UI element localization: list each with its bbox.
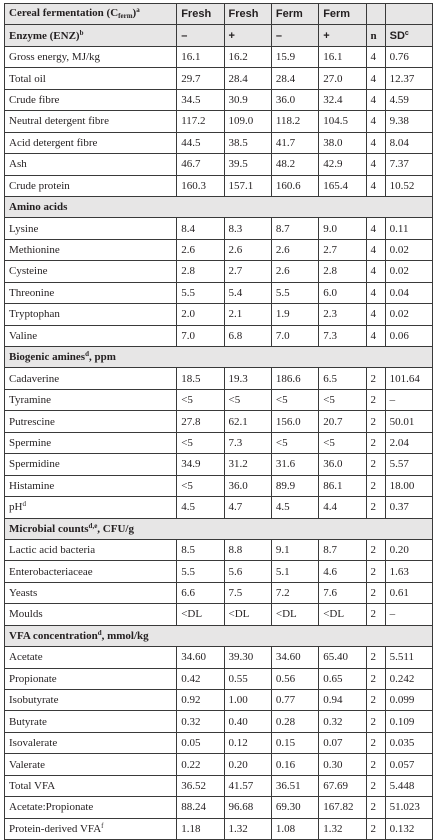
n-cell: 4 <box>366 132 385 153</box>
n-cell: 4 <box>366 282 385 303</box>
value-cell: 4.5 <box>271 497 318 518</box>
value-cell: 0.22 <box>177 754 224 775</box>
value-cell: 6.8 <box>224 325 271 346</box>
value-cell: 0.28 <box>271 711 318 732</box>
sd-cell: 0.06 <box>385 325 432 346</box>
value-cell: 96.68 <box>224 797 271 818</box>
value-cell: 156.0 <box>271 411 318 432</box>
value-cell: 2.6 <box>271 239 318 260</box>
sd-cell: 5.57 <box>385 454 432 475</box>
n-cell: 2 <box>366 647 385 668</box>
value-cell: 62.1 <box>224 411 271 432</box>
value-cell: 38.5 <box>224 132 271 153</box>
value-cell: 34.60 <box>271 647 318 668</box>
value-cell: 34.60 <box>177 647 224 668</box>
n-cell: 2 <box>366 754 385 775</box>
n-cell: 2 <box>366 539 385 560</box>
n-cell: 2 <box>366 732 385 753</box>
row-label: Tryptophan <box>5 304 177 325</box>
row-label: Enterobacteriaceae <box>5 561 177 582</box>
row-label: Butyrate <box>5 711 177 732</box>
sd-cell: – <box>385 604 432 625</box>
value-cell: 2.3 <box>319 304 366 325</box>
value-cell: 36.51 <box>271 775 318 796</box>
value-cell: 2.6 <box>224 239 271 260</box>
n-cell: 2 <box>366 668 385 689</box>
row-label: Cadaverine <box>5 368 177 389</box>
row-label: Acetate <box>5 647 177 668</box>
header-row-enzyme <box>5 25 433 46</box>
value-cell: 167.82 <box>319 797 366 818</box>
sd-cell: 4.59 <box>385 89 432 110</box>
row-label: Spermine <box>5 432 177 453</box>
row-label: Total oil <box>5 68 177 89</box>
table-row <box>5 282 433 303</box>
n-cell: 2 <box>366 454 385 475</box>
header-cell <box>385 4 432 25</box>
table-row <box>5 818 433 839</box>
value-cell: <5 <box>224 389 271 410</box>
row-label: Crude fibre <box>5 89 177 110</box>
value-cell: 31.2 <box>224 454 271 475</box>
sd-cell: 0.37 <box>385 497 432 518</box>
row-label: Isovalerate <box>5 732 177 753</box>
table-row <box>5 218 433 239</box>
table-row <box>5 754 433 775</box>
sd-cell: 0.76 <box>385 46 432 67</box>
row-label: Methionine <box>5 239 177 260</box>
row-label: Tyramine <box>5 389 177 410</box>
value-cell: 0.42 <box>177 668 224 689</box>
table-row <box>5 304 433 325</box>
value-cell: 0.32 <box>177 711 224 732</box>
value-cell: 2.7 <box>319 239 366 260</box>
value-cell: 30.9 <box>224 89 271 110</box>
value-cell: 34.9 <box>177 454 224 475</box>
value-cell: 27.8 <box>177 411 224 432</box>
value-cell: 0.56 <box>271 668 318 689</box>
value-cell: 7.0 <box>271 325 318 346</box>
table-row <box>5 89 433 110</box>
value-cell: 8.4 <box>177 218 224 239</box>
value-cell: 7.5 <box>224 582 271 603</box>
value-cell: 1.18 <box>177 818 224 839</box>
table-row <box>5 68 433 89</box>
value-cell: 36.0 <box>271 89 318 110</box>
row-label: Total VFA <box>5 775 177 796</box>
value-cell: 32.4 <box>319 89 366 110</box>
table-row <box>5 175 433 196</box>
table-row <box>5 732 433 753</box>
table-row <box>5 668 433 689</box>
n-cell: 2 <box>366 604 385 625</box>
section-title: Amino acids <box>5 196 433 217</box>
table-row <box>5 561 433 582</box>
value-cell: 15.9 <box>271 46 318 67</box>
n-cell: 4 <box>366 89 385 110</box>
value-cell: 16.2 <box>224 46 271 67</box>
row-label: Spermidine <box>5 454 177 475</box>
value-cell: 0.92 <box>177 690 224 711</box>
section-title: VFA concentration$^d$, mmol/kg <box>5 625 433 646</box>
table-row <box>5 46 433 67</box>
value-cell: 89.9 <box>271 475 318 496</box>
n-cell: 2 <box>366 690 385 711</box>
row-label: Valine <box>5 325 177 346</box>
value-cell: <DL <box>224 604 271 625</box>
table-row <box>5 261 433 282</box>
value-cell: 0.55 <box>224 668 271 689</box>
value-cell: 16.1 <box>319 46 366 67</box>
header-cell: + <box>224 25 271 46</box>
row-label: Lysine <box>5 218 177 239</box>
table-row <box>5 647 433 668</box>
value-cell: 5.1 <box>271 561 318 582</box>
value-cell: <5 <box>271 389 318 410</box>
sd-cell: 0.02 <box>385 239 432 260</box>
row-label: Putrescine <box>5 411 177 432</box>
value-cell: 46.7 <box>177 154 224 175</box>
value-cell: 39.30 <box>224 647 271 668</box>
table-row <box>5 690 433 711</box>
sd-cell: 2.04 <box>385 432 432 453</box>
value-cell: 6.0 <box>319 282 366 303</box>
sd-cell: 0.02 <box>385 304 432 325</box>
value-cell: 2.6 <box>271 261 318 282</box>
sd-cell: 0.20 <box>385 539 432 560</box>
row-label: Moulds <box>5 604 177 625</box>
value-cell: 160.6 <box>271 175 318 196</box>
value-cell: <DL <box>177 604 224 625</box>
value-cell: <DL <box>319 604 366 625</box>
sd-cell: 5.448 <box>385 775 432 796</box>
value-cell: 36.0 <box>319 454 366 475</box>
row-label: Protein-derived VFA$^f$ <box>5 818 177 839</box>
section-title: Microbial counts$^{d,e}$, CFU/g <box>5 518 433 539</box>
table-row <box>5 539 433 560</box>
value-cell: 2.8 <box>319 261 366 282</box>
n-cell: 2 <box>366 711 385 732</box>
nutrient-composition-table <box>4 3 433 840</box>
header-cell <box>366 4 385 25</box>
value-cell: 19.3 <box>224 368 271 389</box>
value-cell: 36.0 <box>224 475 271 496</box>
value-cell: 1.32 <box>224 818 271 839</box>
section-row-vfa-concentration <box>5 625 433 646</box>
row-label: Histamine <box>5 475 177 496</box>
sd-cell: 0.04 <box>385 282 432 303</box>
value-cell: 5.5 <box>271 282 318 303</box>
value-cell: 9.0 <box>319 218 366 239</box>
value-cell: 69.30 <box>271 797 318 818</box>
value-cell: 8.8 <box>224 539 271 560</box>
sd-cell: 8.04 <box>385 132 432 153</box>
sd-cell: 0.02 <box>385 261 432 282</box>
value-cell: 31.6 <box>271 454 318 475</box>
table-row <box>5 154 433 175</box>
value-cell: <5 <box>177 475 224 496</box>
sd-cell: 12.37 <box>385 68 432 89</box>
value-cell: 157.1 <box>224 175 271 196</box>
row-label: Cysteine <box>5 261 177 282</box>
table-row <box>5 111 433 132</box>
n-cell: 2 <box>366 389 385 410</box>
value-cell: 5.5 <box>177 282 224 303</box>
n-cell: 4 <box>366 154 385 175</box>
row-label: Threonine <box>5 282 177 303</box>
header-cell-enzyme: Enzyme (ENZ)$^b$ <box>5 25 177 46</box>
value-cell: 7.3 <box>224 432 271 453</box>
value-cell: 4.6 <box>319 561 366 582</box>
table-row <box>5 604 433 625</box>
sd-cell: 0.109 <box>385 711 432 732</box>
value-cell: 6.6 <box>177 582 224 603</box>
header-cell-sd: $SD^c$ <box>385 25 432 46</box>
sd-cell: 9.38 <box>385 111 432 132</box>
header-cell: – <box>177 25 224 46</box>
n-cell: 2 <box>366 475 385 496</box>
value-cell: 5.5 <box>177 561 224 582</box>
section-title: Biogenic amines$^d$, ppm <box>5 347 433 368</box>
sd-cell: 0.242 <box>385 668 432 689</box>
value-cell: 117.2 <box>177 111 224 132</box>
value-cell: 6.5 <box>319 368 366 389</box>
header-cell: + <box>319 25 366 46</box>
value-cell: 0.07 <box>319 732 366 753</box>
n-cell: 4 <box>366 304 385 325</box>
value-cell: 2.6 <box>177 239 224 260</box>
row-label: Isobutyrate <box>5 690 177 711</box>
value-cell: 160.3 <box>177 175 224 196</box>
sd-cell: 10.52 <box>385 175 432 196</box>
value-cell: 165.4 <box>319 175 366 196</box>
value-cell: 18.5 <box>177 368 224 389</box>
value-cell: 7.2 <box>271 582 318 603</box>
table-row <box>5 132 433 153</box>
section-row-microbial-counts <box>5 518 433 539</box>
table-row <box>5 775 433 796</box>
value-cell: 28.4 <box>271 68 318 89</box>
header-cell: Ferm <box>271 4 318 25</box>
row-label: Neutral detergent fibre <box>5 111 177 132</box>
n-cell: 2 <box>366 818 385 839</box>
table-row <box>5 239 433 260</box>
value-cell: 7.6 <box>319 582 366 603</box>
value-cell: 7.0 <box>177 325 224 346</box>
table-row <box>5 497 433 518</box>
header-cell: Fresh <box>177 4 224 25</box>
header-cell-fermentation: Cereal fermentation $(C_{ferm})^a$ <box>5 4 177 25</box>
value-cell: 41.7 <box>271 132 318 153</box>
n-cell: 2 <box>366 368 385 389</box>
table-row <box>5 389 433 410</box>
sd-cell: 0.11 <box>385 218 432 239</box>
value-cell: 27.0 <box>319 68 366 89</box>
row-label: Propionate <box>5 668 177 689</box>
value-cell: 41.57 <box>224 775 271 796</box>
value-cell: 0.16 <box>271 754 318 775</box>
header-cell: Ferm <box>319 4 366 25</box>
row-label: Acid detergent fibre <box>5 132 177 153</box>
table-row <box>5 411 433 432</box>
value-cell: 109.0 <box>224 111 271 132</box>
value-cell: 38.0 <box>319 132 366 153</box>
value-cell: 104.5 <box>319 111 366 132</box>
sd-cell: 0.099 <box>385 690 432 711</box>
table-row <box>5 475 433 496</box>
n-cell: 2 <box>366 582 385 603</box>
n-cell: 4 <box>366 239 385 260</box>
value-cell: 16.1 <box>177 46 224 67</box>
value-cell: 8.5 <box>177 539 224 560</box>
header-cell: – <box>271 25 318 46</box>
header-cell: Fresh <box>224 4 271 25</box>
n-cell: 4 <box>366 325 385 346</box>
table-row <box>5 432 433 453</box>
row-label: Crude protein <box>5 175 177 196</box>
sd-cell: 0.057 <box>385 754 432 775</box>
value-cell: 28.4 <box>224 68 271 89</box>
n-cell: 2 <box>366 775 385 796</box>
value-cell: 44.5 <box>177 132 224 153</box>
table-row <box>5 454 433 475</box>
value-cell: 0.94 <box>319 690 366 711</box>
sd-cell: 0.035 <box>385 732 432 753</box>
value-cell: 20.7 <box>319 411 366 432</box>
n-cell: 2 <box>366 432 385 453</box>
sd-cell: 101.64 <box>385 368 432 389</box>
value-cell: <5 <box>177 432 224 453</box>
value-cell: <5 <box>319 389 366 410</box>
sd-cell: 1.63 <box>385 561 432 582</box>
sd-cell: – <box>385 389 432 410</box>
value-cell: 5.6 <box>224 561 271 582</box>
header-cell-n: n <box>366 25 385 46</box>
sd-cell: 50.01 <box>385 411 432 432</box>
value-cell: 2.0 <box>177 304 224 325</box>
value-cell: 1.32 <box>319 818 366 839</box>
value-cell: 65.40 <box>319 647 366 668</box>
sd-cell: 0.132 <box>385 818 432 839</box>
value-cell: 0.05 <box>177 732 224 753</box>
value-cell: 8.7 <box>319 539 366 560</box>
n-cell: 4 <box>366 68 385 89</box>
value-cell: 8.3 <box>224 218 271 239</box>
row-label: Yeasts <box>5 582 177 603</box>
value-cell: 1.9 <box>271 304 318 325</box>
n-cell: 4 <box>366 261 385 282</box>
value-cell: 1.08 <box>271 818 318 839</box>
value-cell: 0.15 <box>271 732 318 753</box>
n-cell: 2 <box>366 561 385 582</box>
value-cell: 34.5 <box>177 89 224 110</box>
n-cell: 2 <box>366 497 385 518</box>
value-cell: 0.32 <box>319 711 366 732</box>
row-label: Ash <box>5 154 177 175</box>
sd-cell: 18.00 <box>385 475 432 496</box>
value-cell: 48.2 <box>271 154 318 175</box>
value-cell: 42.9 <box>319 154 366 175</box>
value-cell: <5 <box>177 389 224 410</box>
table-row <box>5 368 433 389</box>
value-cell: 88.24 <box>177 797 224 818</box>
value-cell: 4.7 <box>224 497 271 518</box>
value-cell: 8.7 <box>271 218 318 239</box>
value-cell: 86.1 <box>319 475 366 496</box>
n-cell: 4 <box>366 46 385 67</box>
value-cell: 0.12 <box>224 732 271 753</box>
row-label: $pH^d$ <box>5 497 177 518</box>
sd-cell: 7.37 <box>385 154 432 175</box>
n-cell: 4 <box>366 218 385 239</box>
value-cell: 1.00 <box>224 690 271 711</box>
value-cell: 36.52 <box>177 775 224 796</box>
header-row-fermentation <box>5 4 433 25</box>
value-cell: 4.5 <box>177 497 224 518</box>
row-label: Valerate <box>5 754 177 775</box>
value-cell: 9.1 <box>271 539 318 560</box>
sd-cell: 5.511 <box>385 647 432 668</box>
row-label: Lactic acid bacteria <box>5 539 177 560</box>
value-cell: 7.3 <box>319 325 366 346</box>
value-cell: <5 <box>319 432 366 453</box>
value-cell: 118.2 <box>271 111 318 132</box>
value-cell: <DL <box>271 604 318 625</box>
table-row <box>5 325 433 346</box>
value-cell: 29.7 <box>177 68 224 89</box>
sd-cell: 0.61 <box>385 582 432 603</box>
section-row-amino-acids <box>5 196 433 217</box>
value-cell: 4.4 <box>319 497 366 518</box>
value-cell: 0.30 <box>319 754 366 775</box>
value-cell: 0.65 <box>319 668 366 689</box>
table-row <box>5 797 433 818</box>
table-row <box>5 711 433 732</box>
value-cell: 2.1 <box>224 304 271 325</box>
value-cell: <5 <box>271 432 318 453</box>
value-cell: 186.6 <box>271 368 318 389</box>
value-cell: 2.8 <box>177 261 224 282</box>
value-cell: 39.5 <box>224 154 271 175</box>
table-row <box>5 582 433 603</box>
sd-cell: 51.023 <box>385 797 432 818</box>
value-cell: 2.7 <box>224 261 271 282</box>
row-label: Acetate:Propionate <box>5 797 177 818</box>
n-cell: 4 <box>366 175 385 196</box>
n-cell: 4 <box>366 111 385 132</box>
section-row-biogenic-amines <box>5 347 433 368</box>
value-cell: 0.40 <box>224 711 271 732</box>
n-cell: 2 <box>366 797 385 818</box>
value-cell: 5.4 <box>224 282 271 303</box>
value-cell: 0.20 <box>224 754 271 775</box>
value-cell: 67.69 <box>319 775 366 796</box>
value-cell: 0.77 <box>271 690 318 711</box>
row-label: Gross energy, MJ/kg <box>5 46 177 67</box>
n-cell: 2 <box>366 411 385 432</box>
